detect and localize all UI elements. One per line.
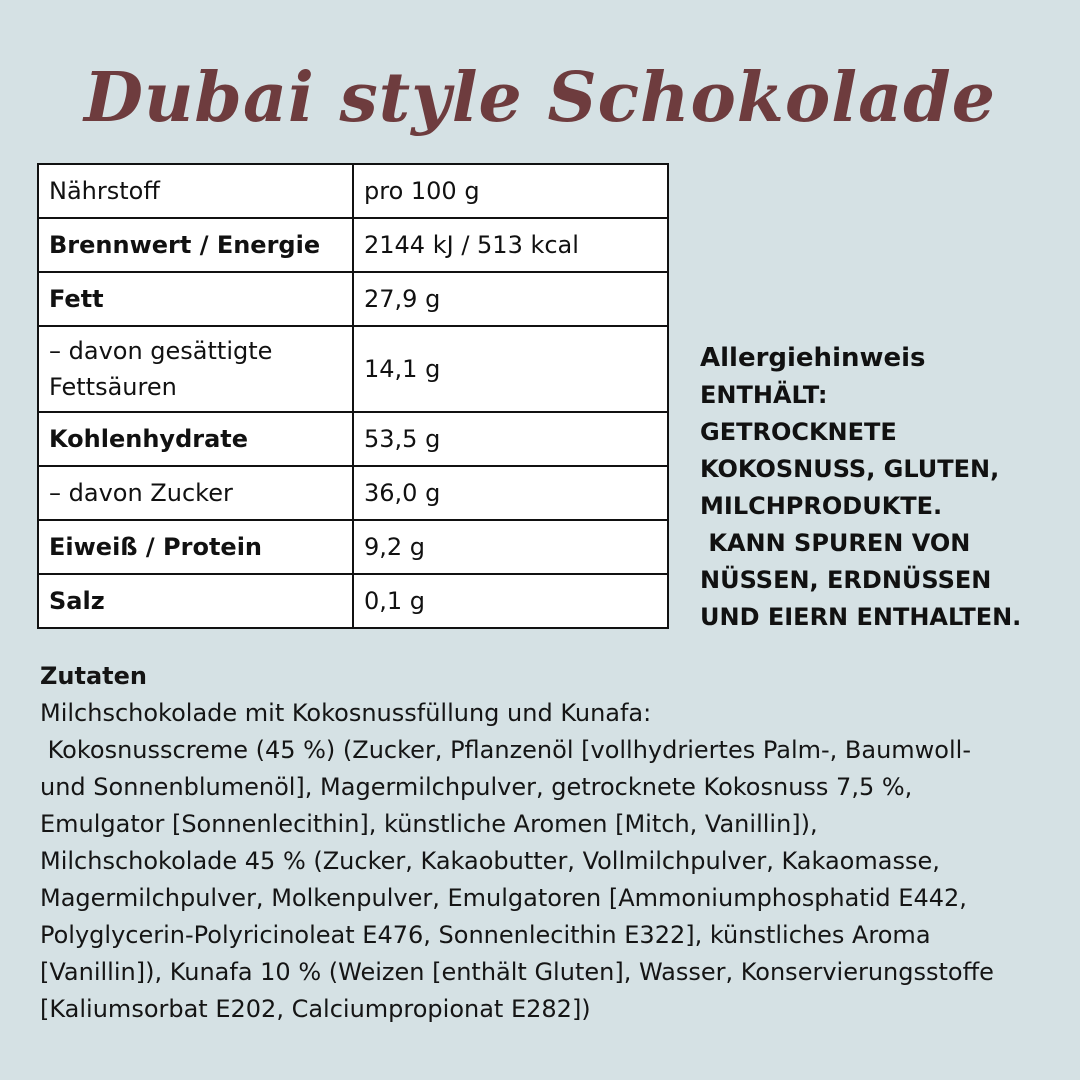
ingredients-line: [Kaliumsorbat E202, Calciumpropionat E282])	[40, 995, 591, 1023]
nutrient-value: 0,1 g	[353, 574, 668, 628]
ingredients-section	[40, 658, 1050, 1028]
allergy-heading: Allergiehinweis	[700, 343, 926, 373]
allergy-line: KOKOSNUSS, GLUTEN,	[700, 455, 1000, 483]
allergy-line: NÜSSEN, ERDNÜSSEN	[700, 566, 992, 594]
ingredients-line: Milchschokolade 45 % (Zucker, Kakaobutter, Vollmilchpulver, Kakaomasse,	[40, 847, 940, 875]
table-row	[38, 412, 668, 466]
nutrient-label: Brennwert / Energie	[38, 218, 353, 272]
table-row	[38, 272, 668, 326]
ingredients-line: und Sonnenblumenöl], Magermilchpulver, getrocknete Kokosnuss 7,5 %,	[40, 773, 913, 801]
nutrient-value: 53,5 g	[353, 412, 668, 466]
table-row	[38, 218, 668, 272]
table-row	[38, 466, 668, 520]
nutrition-table	[37, 163, 669, 629]
ingredients-line: Magermilchpulver, Molkenpulver, Emulgatoren [Ammoniumphosphatid E442,	[40, 884, 967, 912]
ingredients-line: Milchschokolade mit Kokosnussfüllung und Kunafa:	[40, 699, 652, 727]
ingredients-line: [Vanillin]), Kunafa 10 % (Weizen [enthält Gluten], Wasser, Konservierungsstoffe	[40, 958, 994, 986]
page-title: Dubai style Schokolade	[84, 58, 996, 138]
nutrient-label: Kohlenhydrate	[38, 412, 353, 466]
allergy-notice	[700, 340, 1060, 636]
nutrient-value: 2144 kJ / 513 kcal	[353, 218, 668, 272]
ingredients-heading: Zutaten	[40, 662, 147, 690]
table-row	[38, 164, 668, 218]
allergy-line: GETROCKNETE	[700, 418, 897, 446]
nutrient-value: 9,2 g	[353, 520, 668, 574]
nutrient-label: Fett	[38, 272, 353, 326]
nutrient-value: 14,1 g	[353, 326, 668, 412]
nutrient-label: – davon Zucker	[38, 466, 353, 520]
nutrient-value: 27,9 g	[353, 272, 668, 326]
ingredients-line: Polyglycerin-Polyricinoleat E476, Sonnenlecithin E322], künstliches Aroma	[40, 921, 931, 949]
allergy-line: UND EIERN ENTHALTEN.	[700, 603, 1022, 631]
nutrient-value: pro 100 g	[353, 164, 668, 218]
table-row	[38, 574, 668, 628]
allergy-line: KANN SPUREN VON	[700, 529, 971, 557]
table-row	[38, 520, 668, 574]
nutrient-label: Nährstoff	[38, 164, 353, 218]
ingredients-line: Kokosnusscreme (45 %) (Zucker, Pflanzenöl [vollhydriertes Palm-, Baumwoll-	[40, 736, 971, 764]
nutrient-label: – davon gesättigte Fettsäuren	[38, 326, 353, 412]
nutrient-label: Salz	[38, 574, 353, 628]
ingredients-line: Emulgator [Sonnenlecithin], künstliche Aromen [Mitch, Vanillin]),	[40, 810, 818, 838]
allergy-line: MILCHPRODUKTE.	[700, 492, 943, 520]
allergy-line: ENTHÄLT:	[700, 381, 828, 409]
nutrient-label: Eiweiß / Protein	[38, 520, 353, 574]
nutrient-value: 36,0 g	[353, 466, 668, 520]
table-row	[38, 326, 668, 412]
